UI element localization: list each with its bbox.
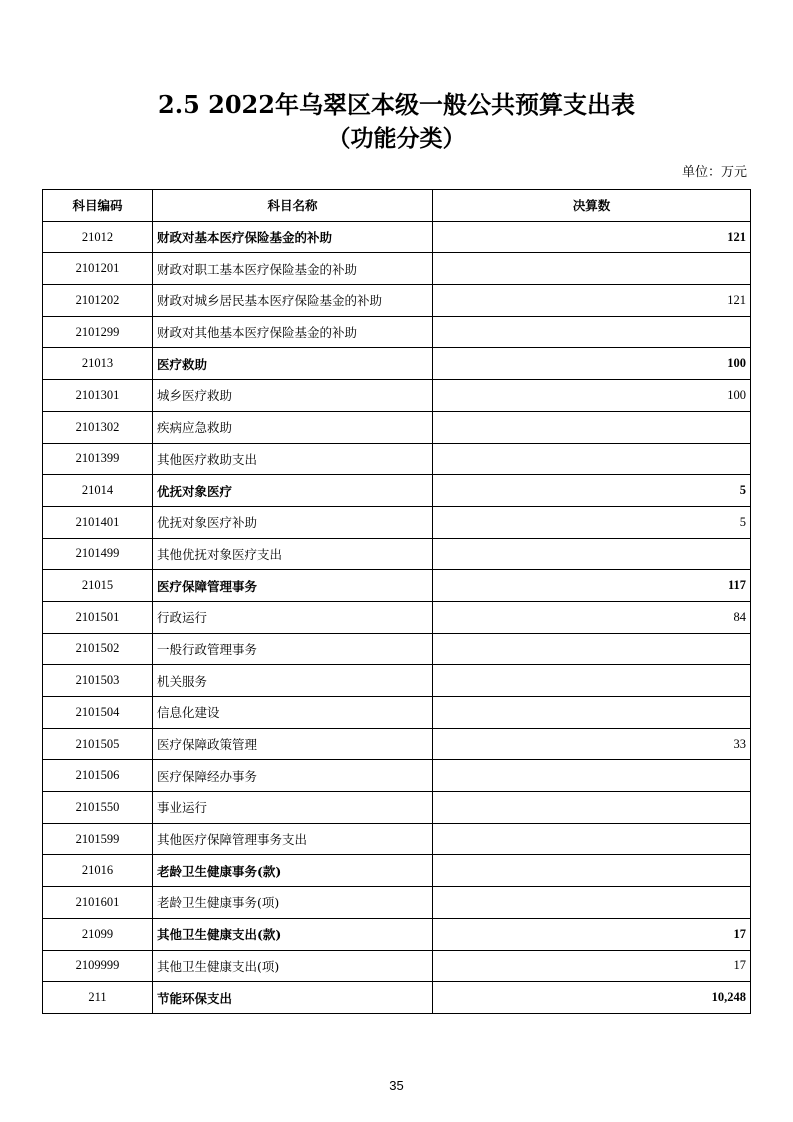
cell-amount <box>433 823 751 855</box>
cell-code: 2101302 <box>43 411 153 443</box>
cell-code: 21016 <box>43 855 153 887</box>
cell-amount: 10,248 <box>433 982 751 1014</box>
table-row <box>43 855 751 887</box>
cell-name: 医疗保障政策管理 <box>153 728 433 760</box>
cell-amount <box>433 697 751 729</box>
cell-amount: 17 <box>433 918 751 950</box>
cell-name: 医疗保障经办事务 <box>153 760 433 792</box>
cell-name: 其他卫生健康支出(项) <box>153 950 433 982</box>
cell-amount: 121 <box>433 221 751 253</box>
cell-name: 其他卫生健康支出(款) <box>153 918 433 950</box>
table-row <box>43 665 751 697</box>
cell-code: 2101499 <box>43 538 153 570</box>
cell-name: 财政对基本医疗保险基金的补助 <box>153 221 433 253</box>
cell-code: 211 <box>43 982 153 1014</box>
cell-amount: 84 <box>433 601 751 633</box>
cell-amount <box>433 665 751 697</box>
cell-amount: 100 <box>433 380 751 412</box>
cell-name: 其他医疗救助支出 <box>153 443 433 475</box>
page-subtitle: （功能分类） <box>327 125 466 152</box>
table-row <box>43 601 751 633</box>
cell-code: 2101601 <box>43 887 153 919</box>
table-row <box>43 950 751 982</box>
table-row <box>43 253 751 285</box>
header-name: 科目名称 <box>153 190 433 222</box>
cell-amount <box>433 538 751 570</box>
cell-amount <box>433 792 751 824</box>
table-row <box>43 316 751 348</box>
cell-amount <box>433 887 751 919</box>
cell-name: 老龄卫生健康事务(款) <box>153 855 433 887</box>
cell-amount <box>433 253 751 285</box>
cell-code: 2101550 <box>43 792 153 824</box>
cell-name: 财政对职工基本医疗保险基金的补助 <box>153 253 433 285</box>
cell-amount: 33 <box>433 728 751 760</box>
cell-amount: 121 <box>433 285 751 317</box>
cell-code: 2101503 <box>43 665 153 697</box>
table-row <box>43 982 751 1014</box>
cell-amount: 17 <box>433 950 751 982</box>
table-row <box>43 633 751 665</box>
cell-code: 2101299 <box>43 316 153 348</box>
cell-name: 财政对城乡居民基本医疗保险基金的补助 <box>153 285 433 317</box>
table-header-row <box>43 190 751 222</box>
table-row <box>43 823 751 855</box>
cell-name: 信息化建设 <box>153 697 433 729</box>
table-row <box>43 380 751 412</box>
table-row <box>43 918 751 950</box>
cell-code: 2101505 <box>43 728 153 760</box>
cell-code: 21013 <box>43 348 153 380</box>
cell-name: 机关服务 <box>153 665 433 697</box>
cell-code: 21015 <box>43 570 153 602</box>
cell-code: 2101599 <box>43 823 153 855</box>
cell-code: 2101399 <box>43 443 153 475</box>
cell-name: 医疗救助 <box>153 348 433 380</box>
cell-amount: 117 <box>433 570 751 602</box>
table-row <box>43 728 751 760</box>
table-row <box>43 697 751 729</box>
cell-code: 2101506 <box>43 760 153 792</box>
table-row <box>43 443 751 475</box>
budget-table <box>42 189 751 1014</box>
cell-code: 2101202 <box>43 285 153 317</box>
page-title: 2.5 2022年乌翠区本级一般公共预算支出表 <box>158 90 635 119</box>
cell-code: 2101501 <box>43 601 153 633</box>
cell-code: 21012 <box>43 221 153 253</box>
table-row <box>43 506 751 538</box>
table-row <box>43 411 751 443</box>
unit-label: 单位：万元 <box>681 165 747 180</box>
table-row <box>43 760 751 792</box>
header-amount: 决算数 <box>433 190 751 222</box>
cell-amount <box>433 633 751 665</box>
cell-code: 2109999 <box>43 950 153 982</box>
table-body <box>43 221 751 1013</box>
cell-code: 2101301 <box>43 380 153 412</box>
cell-amount: 100 <box>433 348 751 380</box>
cell-code: 2101201 <box>43 253 153 285</box>
cell-name: 优抚对象医疗补助 <box>153 506 433 538</box>
table-row <box>43 792 751 824</box>
page-number: 35 <box>389 1078 404 1093</box>
cell-amount <box>433 411 751 443</box>
cell-amount <box>433 760 751 792</box>
table-row <box>43 348 751 380</box>
cell-name: 其他医疗保障管理事务支出 <box>153 823 433 855</box>
header-code: 科目编码 <box>43 190 153 222</box>
table-row <box>43 285 751 317</box>
cell-amount: 5 <box>433 506 751 538</box>
cell-amount <box>433 855 751 887</box>
cell-name: 一般行政管理事务 <box>153 633 433 665</box>
cell-name: 事业运行 <box>153 792 433 824</box>
cell-name: 行政运行 <box>153 601 433 633</box>
table-row <box>43 538 751 570</box>
cell-name: 财政对其他基本医疗保险基金的补助 <box>153 316 433 348</box>
cell-name: 其他优抚对象医疗支出 <box>153 538 433 570</box>
cell-code: 2101502 <box>43 633 153 665</box>
cell-code: 2101401 <box>43 506 153 538</box>
cell-code: 21099 <box>43 918 153 950</box>
table-row <box>43 475 751 507</box>
cell-amount <box>433 316 751 348</box>
cell-code: 21014 <box>43 475 153 507</box>
table-row <box>43 887 751 919</box>
cell-code: 2101504 <box>43 697 153 729</box>
cell-name: 城乡医疗救助 <box>153 380 433 412</box>
cell-name: 优抚对象医疗 <box>153 475 433 507</box>
cell-name: 医疗保障管理事务 <box>153 570 433 602</box>
cell-name: 节能环保支出 <box>153 982 433 1014</box>
cell-amount <box>433 443 751 475</box>
cell-name: 老龄卫生健康事务(项) <box>153 887 433 919</box>
table-row <box>43 221 751 253</box>
cell-amount: 5 <box>433 475 751 507</box>
table-row <box>43 570 751 602</box>
cell-name: 疾病应急救助 <box>153 411 433 443</box>
